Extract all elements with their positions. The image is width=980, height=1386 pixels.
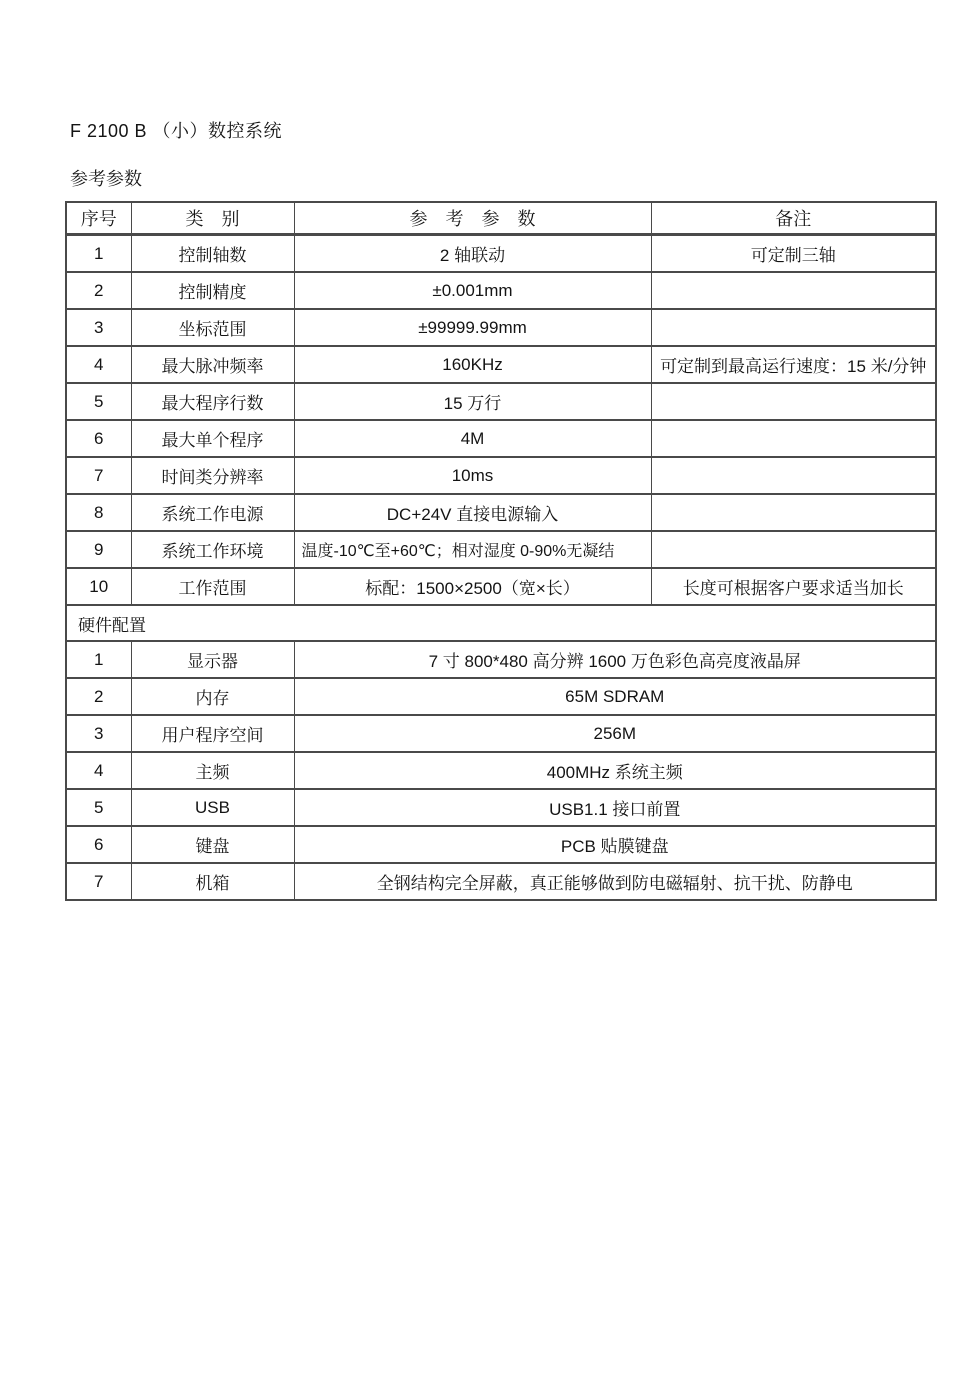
row-number-cell: 9 xyxy=(66,531,131,568)
row-number-cell: 6 xyxy=(66,826,131,863)
table-row xyxy=(66,235,936,273)
row-number-cell: 7 xyxy=(66,457,131,494)
category-cell: 工作范围 xyxy=(131,568,294,605)
row-number-cell: 4 xyxy=(66,346,131,383)
category-cell: 键盘 xyxy=(131,826,294,863)
table-row xyxy=(66,863,936,900)
parameter-cell: ±0.001mm xyxy=(294,272,651,309)
column-header-category: 类 别 xyxy=(131,202,294,235)
category-cell: 系统工作电源 xyxy=(131,494,294,531)
section-header-hardware: 硬件配置 xyxy=(66,605,936,641)
table-row xyxy=(66,494,936,531)
table-row xyxy=(66,568,936,605)
table-row xyxy=(66,420,936,457)
row-number-cell: 8 xyxy=(66,494,131,531)
table-row xyxy=(66,641,936,678)
table-row xyxy=(66,383,936,420)
parameter-cell: 65M SDRAM xyxy=(294,678,936,715)
table-header-row xyxy=(66,202,936,235)
row-number-cell: 2 xyxy=(66,272,131,309)
category-cell: 机箱 xyxy=(131,863,294,900)
parameter-cell: DC+24V 直接电源输入 xyxy=(294,494,651,531)
table-row xyxy=(66,272,936,309)
row-number-cell: 3 xyxy=(66,309,131,346)
row-number-cell: 5 xyxy=(66,383,131,420)
remark-cell xyxy=(651,383,936,420)
parameter-cell: ±99999.99mm xyxy=(294,309,651,346)
category-cell: 坐标范围 xyxy=(131,309,294,346)
table-header xyxy=(66,202,936,235)
table-row xyxy=(66,346,936,383)
category-cell: 用户程序空间 xyxy=(131,715,294,752)
category-cell: 显示器 xyxy=(131,641,294,678)
parameter-cell: 256M xyxy=(294,715,936,752)
parameter-cell: 15 万行 xyxy=(294,383,651,420)
column-header-parameter: 参 考 参 数 xyxy=(294,202,651,235)
category-cell: 最大脉冲频率 xyxy=(131,346,294,383)
row-number-cell: 4 xyxy=(66,752,131,789)
parameter-cell: 4M xyxy=(294,420,651,457)
parameter-cell: 标配：1500×2500（宽×长） xyxy=(294,568,651,605)
category-cell: 主频 xyxy=(131,752,294,789)
section-header-row xyxy=(66,605,936,641)
row-number-cell: 1 xyxy=(66,641,131,678)
table-row xyxy=(66,309,936,346)
section-title-reference-params: 参考参数 xyxy=(70,169,142,189)
remark-cell: 可定制三轴 xyxy=(651,235,936,273)
category-cell: 时间类分辨率 xyxy=(131,457,294,494)
parameter-cell: USB1.1 接口前置 xyxy=(294,789,936,826)
column-header-remark: 备注 xyxy=(651,202,936,235)
category-cell: 系统工作环境 xyxy=(131,531,294,568)
table-row xyxy=(66,789,936,826)
table-row xyxy=(66,715,936,752)
remark-cell: 长度可根据客户要求适当加长 xyxy=(651,568,936,605)
parameter-cell: 400MHz 系统主频 xyxy=(294,752,936,789)
remark-cell xyxy=(651,494,936,531)
remark-cell xyxy=(651,420,936,457)
column-header-no: 序号 xyxy=(66,202,131,235)
category-cell: 最大单个程序 xyxy=(131,420,294,457)
spec-table xyxy=(65,201,937,901)
category-cell: 内存 xyxy=(131,678,294,715)
category-cell: 最大程序行数 xyxy=(131,383,294,420)
remark-cell xyxy=(651,309,936,346)
remark-cell: 可定制到最高运行速度：15 米/分钟 xyxy=(651,346,936,383)
row-number-cell: 7 xyxy=(66,863,131,900)
parameter-cell: 温度-10℃至+60℃；相对湿度 0-90%无凝结 xyxy=(294,531,651,568)
parameter-cell: 7 寸 800*480 高分辨 1600 万色彩色高亮度液晶屏 xyxy=(294,641,936,678)
parameter-cell: 10ms xyxy=(294,457,651,494)
parameter-cell: PCB 贴膜键盘 xyxy=(294,826,936,863)
page-title: F 2100 B （小）数控系统 xyxy=(70,121,283,141)
table-row xyxy=(66,457,936,494)
remark-cell xyxy=(651,457,936,494)
row-number-cell: 5 xyxy=(66,789,131,826)
row-number-cell: 2 xyxy=(66,678,131,715)
parameter-cell: 2 轴联动 xyxy=(294,235,651,273)
row-number-cell: 6 xyxy=(66,420,131,457)
reference-params-body xyxy=(66,235,936,606)
remark-cell xyxy=(651,272,936,309)
hardware-config-body xyxy=(66,641,936,900)
parameter-cell: 全钢结构完全屏蔽，真正能够做到防电磁辐射、抗干扰、防静电 xyxy=(294,863,936,900)
table-row xyxy=(66,752,936,789)
table-row xyxy=(66,678,936,715)
row-number-cell: 10 xyxy=(66,568,131,605)
row-number-cell: 3 xyxy=(66,715,131,752)
table-row xyxy=(66,531,936,568)
row-number-cell: 1 xyxy=(66,235,131,273)
category-cell: 控制精度 xyxy=(131,272,294,309)
category-cell: 控制轴数 xyxy=(131,235,294,273)
remark-cell xyxy=(651,531,936,568)
table-row xyxy=(66,826,936,863)
hardware-section xyxy=(66,605,936,641)
parameter-cell: 160KHz xyxy=(294,346,651,383)
category-cell: USB xyxy=(131,789,294,826)
